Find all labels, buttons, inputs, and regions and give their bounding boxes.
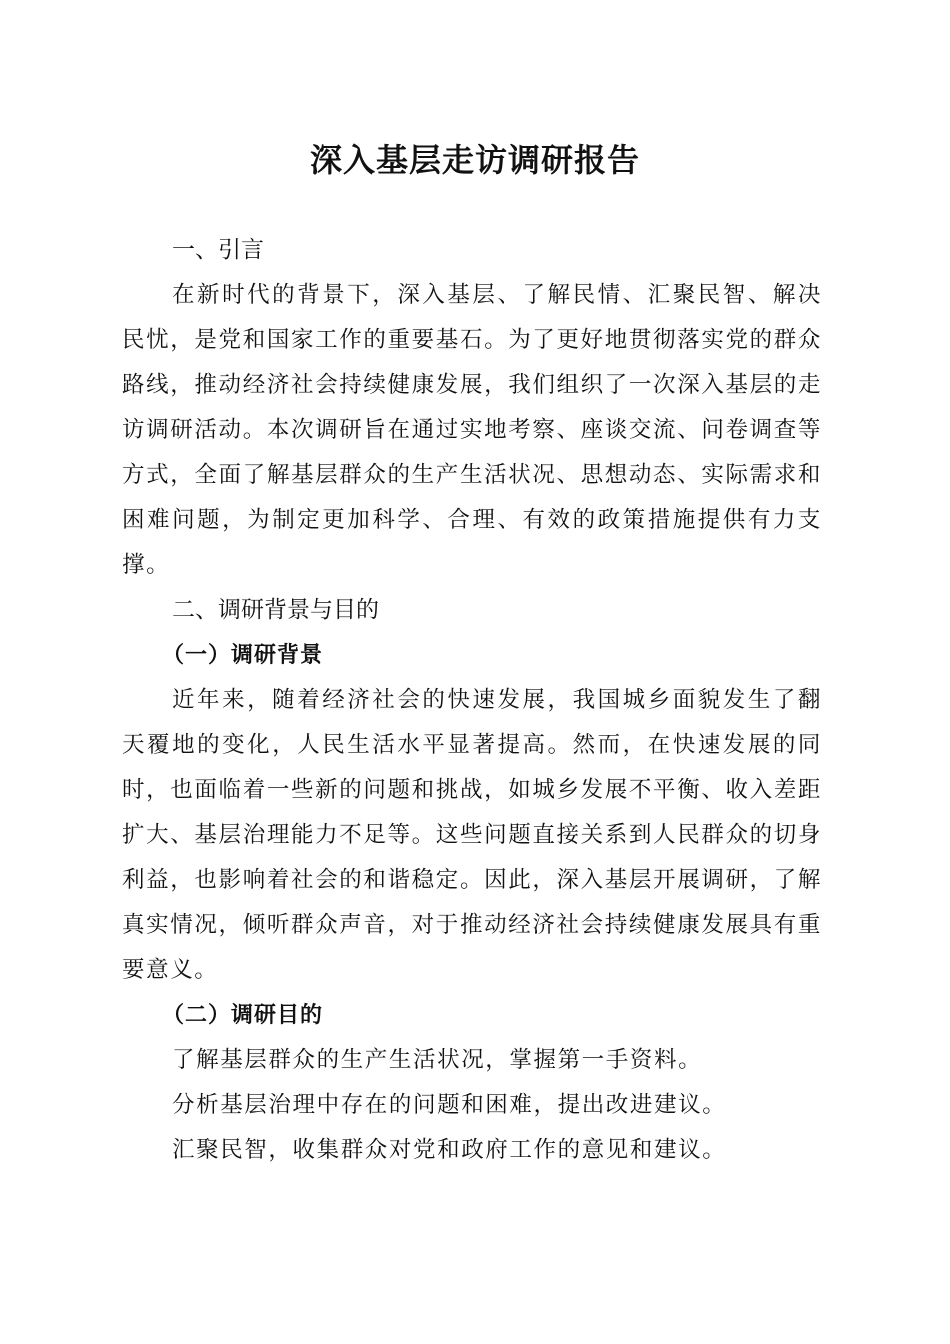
subsection-heading-purpose-text: （二）调研目的 xyxy=(162,1002,324,1028)
purpose-item: 分析基层治理中存在的问题和困难，提出改进建议。 xyxy=(172,1092,727,1118)
background-paragraph: 近年来，随着经济社会的快速发展，我国城乡面貌发生了翻天覆地的变化，人民生活水平显著提高。然而，在快速发展的同时，也面临着一些新的问题和挑战，如城乡发展不平衡、收入差距扩大、基层治理能力不足等。这些问题直接关系到人民群众的切身利益，也影响着社会的和谐稳定。因此，深入基层开展调研，了解真实情况，倾听群众声音，对于推动经济社会持续健康发展具有重要意义。 xyxy=(122,687,822,983)
subsection-heading-background-text: （一）调研背景 xyxy=(162,642,324,668)
subsection-heading-background xyxy=(122,633,822,678)
document-body xyxy=(122,228,822,1173)
purpose-item: 了解基层群众的生产生活状况，掌握第一手资料。 xyxy=(172,1047,703,1073)
section-heading-intro: 一、引言 xyxy=(172,237,264,263)
intro-paragraph: 在新时代的背景下，深入基层、了解民情、汇聚民智、解决民忧，是党和国家工作的重要基石。为了更好地贯彻落实党的群众路线，推动经济社会持续健康发展，我们组织了一次深入基层的走访调研活动。本次调研旨在通过实地考察、座谈交流、问卷调查等方式，全面了解基层群众的生产生活状况、思想动态、实际需求和困难问题，为制定更加科学、合理、有效的政策措施提供有力支撑。 xyxy=(122,282,822,578)
section-heading-background-purpose: 二、调研背景与目的 xyxy=(172,597,379,623)
subsection-heading-purpose xyxy=(122,993,822,1038)
purpose-item: 汇聚民智，收集群众对党和政府工作的意见和建议。 xyxy=(172,1137,727,1163)
document-title: 深入基层走访调研报告 xyxy=(309,141,640,179)
